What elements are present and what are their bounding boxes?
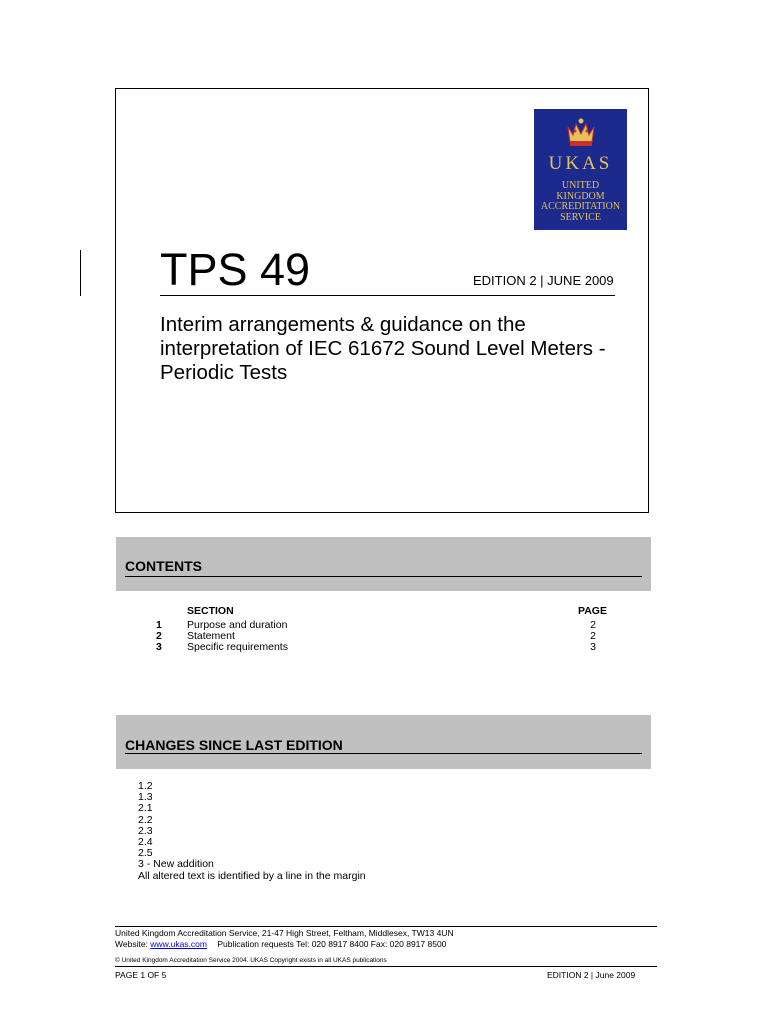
title-divider: [160, 295, 615, 296]
footer-contact: Publication requests Tel: 020 8917 8400 Fax: 020 8917 8500: [217, 939, 447, 949]
footer-address: United Kingdom Accreditation Service, 21-47 High Street, Feltham, Middlesex, TW13 4UN: [115, 928, 454, 938]
footer-copyright: © United Kingdom Accreditation Service 2004. UKAS Copyright exists in all UKAS publications: [115, 957, 387, 964]
footer-edition: EDITION 2 | June 2009: [547, 970, 636, 980]
toc-number: 1: [156, 619, 162, 631]
crown-icon: [564, 115, 598, 149]
footer-contact-line: [115, 939, 446, 949]
toc-page-header: PAGE: [578, 605, 607, 617]
document-title: Interim arrangements & guidance on the interpretation of IEC 61672 Sound Level Meters - Periodic Tests: [160, 313, 606, 384]
page-number: PAGE 1 OF 5: [115, 970, 167, 980]
toc-number: 3: [156, 641, 162, 653]
list-item: 1.3: [138, 791, 153, 804]
toc-page: 2: [590, 619, 596, 631]
logo-line: ACCREDITATION: [540, 201, 621, 212]
changes-heading-rule: [125, 753, 642, 754]
ukas-logo: [534, 109, 627, 230]
changes-section-band: [116, 715, 651, 769]
changes-heading: CHANGES SINCE LAST EDITION: [125, 737, 343, 753]
list-item: 2.4: [138, 836, 153, 849]
footer-divider: [115, 926, 657, 927]
footer-divider: [115, 966, 657, 967]
list-item: 2.1: [138, 802, 153, 815]
contents-heading-rule: [125, 576, 642, 577]
toc-page: 3: [590, 641, 596, 653]
toc-label: Statement: [187, 630, 235, 642]
logo-line: UNITED: [561, 180, 600, 191]
website-label: Website:: [115, 939, 148, 949]
contents-heading: CONTENTS: [125, 558, 202, 574]
toc-section-header: SECTION: [187, 605, 234, 617]
toc-label: Purpose and duration: [187, 619, 288, 631]
logo-abbreviation: UKAS: [548, 153, 613, 174]
change-margin-line: [80, 250, 81, 296]
toc-page: 2: [590, 630, 596, 642]
website-link[interactable]: www.ukas.com: [150, 939, 207, 949]
list-item: 2.2: [138, 813, 153, 826]
list-item: 3 - New addition: [138, 858, 214, 871]
toc-number: 2: [156, 630, 162, 642]
list-item: All altered text is identified by a line in the margin: [138, 869, 366, 882]
list-item: 2.5: [138, 847, 153, 860]
list-item: 2.3: [138, 824, 153, 837]
logo-line: KINGDOM: [556, 190, 605, 202]
changes-list: [138, 781, 366, 882]
document-edition: EDITION 2 | JUNE 2009: [473, 273, 614, 288]
logo-line: SERVICE: [560, 211, 601, 223]
toc-label: Specific requirements: [187, 641, 288, 653]
document-code: TPS 49: [160, 244, 311, 295]
list-item: 1.2: [138, 780, 153, 792]
logo-full-name: [534, 181, 627, 223]
contents-section-band: [116, 537, 651, 591]
